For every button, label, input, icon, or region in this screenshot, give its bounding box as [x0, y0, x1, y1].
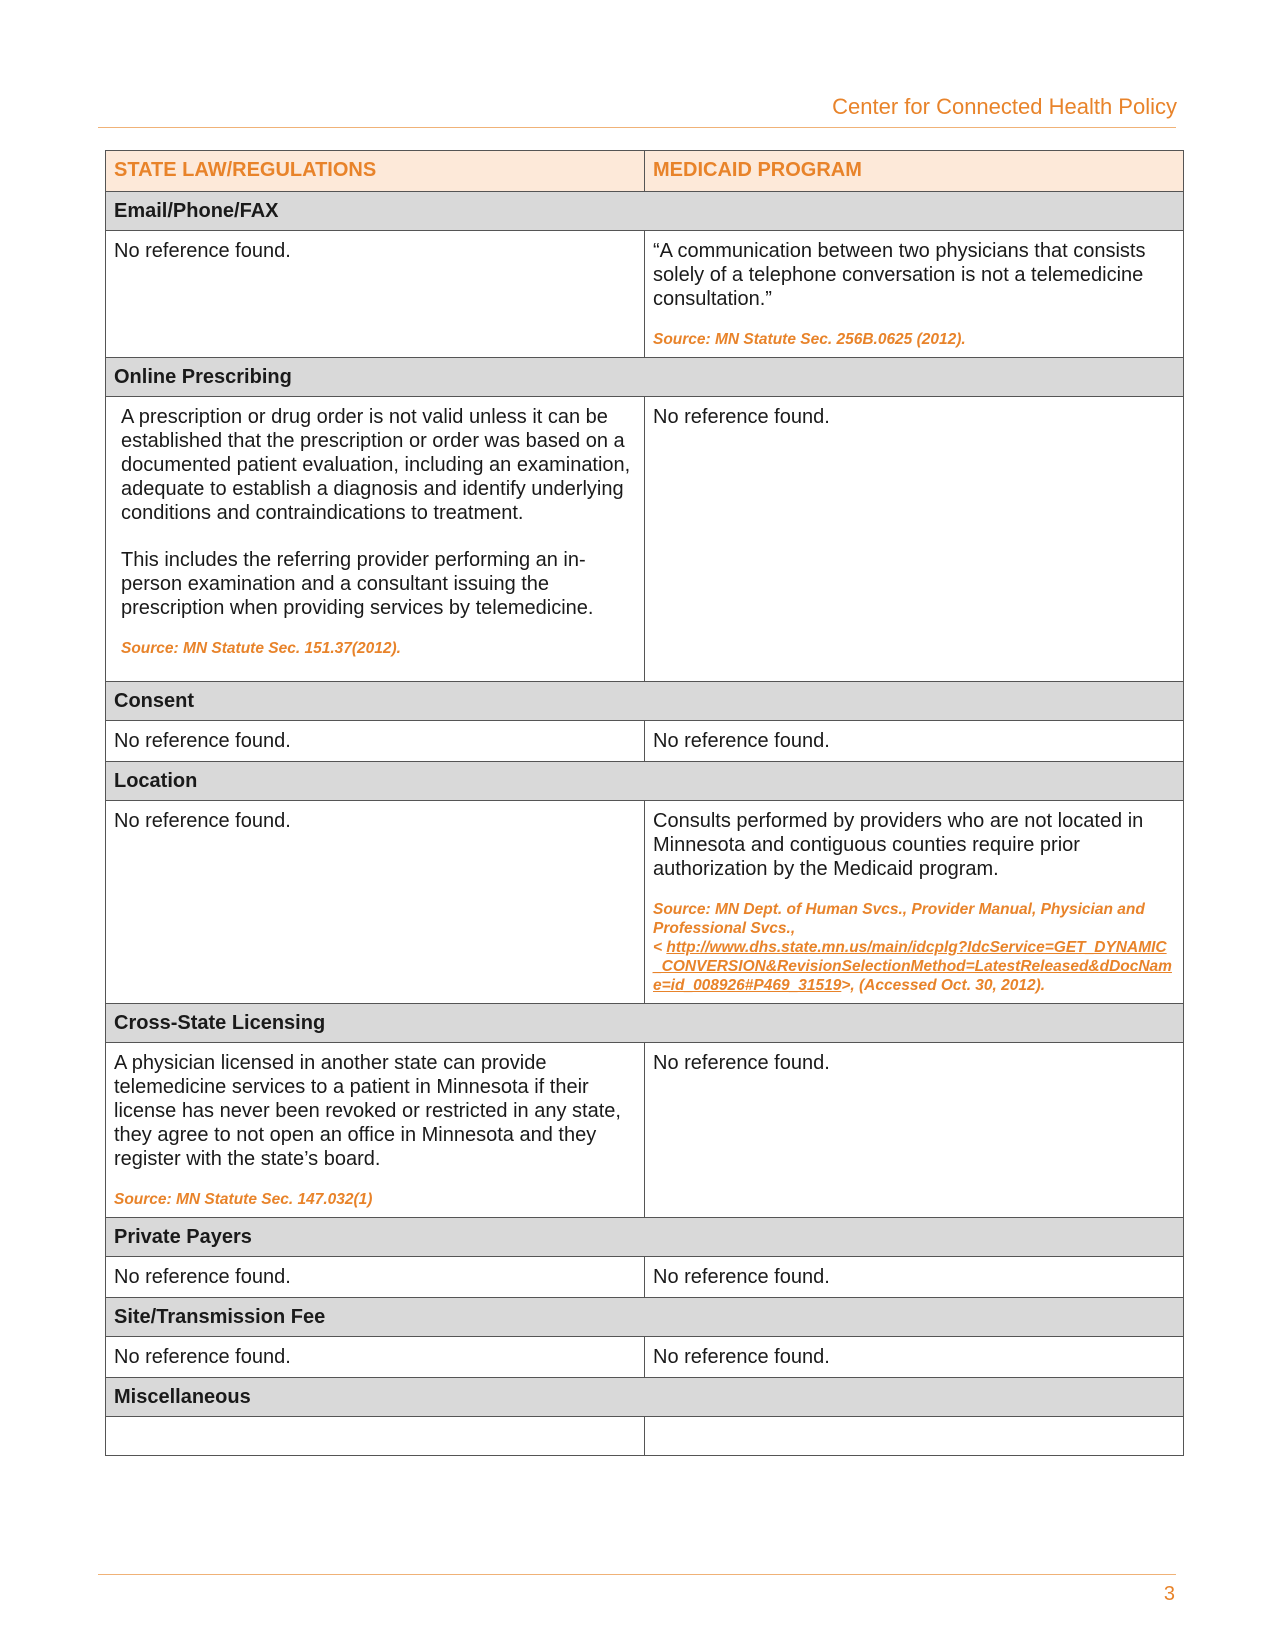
section-title: Location — [106, 762, 1184, 801]
section-header-location — [106, 762, 1184, 801]
medicaid-cell — [645, 801, 1184, 1004]
source-suffix: >, (Accessed Oct. 30, 2012). — [841, 977, 1046, 994]
column-header-state-law: STATE LAW/REGULATIONS — [106, 151, 645, 192]
state-law-cell — [106, 1043, 645, 1218]
medicaid-cell — [645, 1257, 1184, 1298]
medicaid-cell — [645, 231, 1184, 358]
state-law-cell — [106, 801, 645, 1004]
medicaid-cell — [645, 397, 1184, 682]
table-row — [106, 801, 1184, 1004]
source-prefix: Source: MN Dept. of Human Svcs., Provider Manual, Physician and Professional Svcs., — [653, 901, 1145, 937]
section-header-site-transmission-fee — [106, 1298, 1184, 1337]
cell-text: This includes the referring provider performing an in-person examination and a consultant issuing the prescription when providing services by telemedicine. — [121, 549, 594, 619]
state-law-cell — [106, 1257, 645, 1298]
section-header-online-prescribing — [106, 358, 1184, 397]
state-law-cell — [106, 1417, 645, 1456]
medicaid-cell — [645, 1043, 1184, 1218]
table-row — [106, 1337, 1184, 1378]
table-row — [106, 721, 1184, 762]
source-citation: Source: MN Statute Sec. 151.37(2012). — [121, 640, 401, 657]
medicaid-cell — [645, 721, 1184, 762]
section-title: Online Prescribing — [106, 358, 1184, 397]
cell-text: No reference found. — [114, 810, 291, 832]
column-header-medicaid: MEDICAID PROGRAM — [645, 151, 1184, 192]
cell-text: No reference found. — [653, 1266, 830, 1288]
cell-text: A physician licensed in another state can provide telemedicine services to a patient in Minnesota if their license has never been revoked or restricted in any state, they agree to not open an office in Minnesota and they register with the state’s board. — [114, 1052, 621, 1170]
header-title: Center for Connected Health Policy — [832, 94, 1177, 119]
section-title: Site/Transmission Fee — [106, 1298, 1184, 1337]
footer-divider — [98, 1574, 1176, 1575]
cell-text: Consults performed by providers who are not located in Minnesota and contiguous counties require prior authorization by the Medicaid program. — [653, 810, 1144, 880]
medicaid-cell — [645, 1417, 1184, 1456]
cell-text: No reference found. — [114, 240, 291, 262]
source-citation — [653, 900, 1175, 995]
cell-text: No reference found. — [653, 406, 830, 428]
table-row — [106, 397, 1184, 682]
section-header-private-payers — [106, 1218, 1184, 1257]
section-title: Email/Phone/FAX — [106, 192, 1184, 231]
source-citation: Source: MN Statute Sec. 256B.0625 (2012). — [653, 331, 966, 348]
section-title: Consent — [106, 682, 1184, 721]
cell-text: No reference found. — [114, 1266, 291, 1288]
state-law-cell — [106, 721, 645, 762]
column-header-row — [106, 151, 1184, 192]
medicaid-cell — [645, 1337, 1184, 1378]
table-row — [106, 231, 1184, 358]
section-header-miscellaneous — [106, 1378, 1184, 1417]
source-citation: Source: MN Statute Sec. 147.032(1) — [114, 1191, 373, 1208]
cell-text: No reference found. — [653, 1346, 830, 1368]
policy-table — [105, 150, 1184, 1456]
table-row — [106, 1257, 1184, 1298]
section-header-cross-state-licensing — [106, 1004, 1184, 1043]
section-header-consent — [106, 682, 1184, 721]
table-row — [106, 1043, 1184, 1218]
header-divider — [98, 127, 1176, 128]
table-row — [106, 1417, 1184, 1456]
source-open-bracket: < — [653, 939, 667, 956]
section-title: Cross-State Licensing — [106, 1004, 1184, 1043]
state-law-cell — [106, 1337, 645, 1378]
cell-text: A prescription or drug order is not valid unless it can be established that the prescription or order was based on a documented patient evaluation, including an examination, adequate to establish a diagnosis and identify underlying conditions and contraindications to treatment. — [121, 406, 631, 524]
source-link[interactable]: http://www.dhs.state.mn.us/main/idcplg?IdcService=GET_DYNAMIC_CONVERSION&RevisionSelectionMethod=LatestReleased&dDocName=id_008926#P469_31519 — [653, 939, 1172, 994]
section-header-email — [106, 192, 1184, 231]
state-law-cell — [106, 231, 645, 358]
cell-text: No reference found. — [114, 730, 291, 752]
section-title: Miscellaneous — [106, 1378, 1184, 1417]
cell-text: “A communication between two physicians that consists solely of a telephone conversation is not a telemedicine consultation.” — [653, 240, 1146, 310]
cell-text: No reference found. — [114, 1346, 291, 1368]
cell-text: No reference found. — [653, 1052, 830, 1074]
section-title: Private Payers — [106, 1218, 1184, 1257]
cell-text: No reference found. — [653, 730, 830, 752]
page-number: 3 — [1163, 1583, 1175, 1605]
state-law-cell — [106, 397, 645, 682]
